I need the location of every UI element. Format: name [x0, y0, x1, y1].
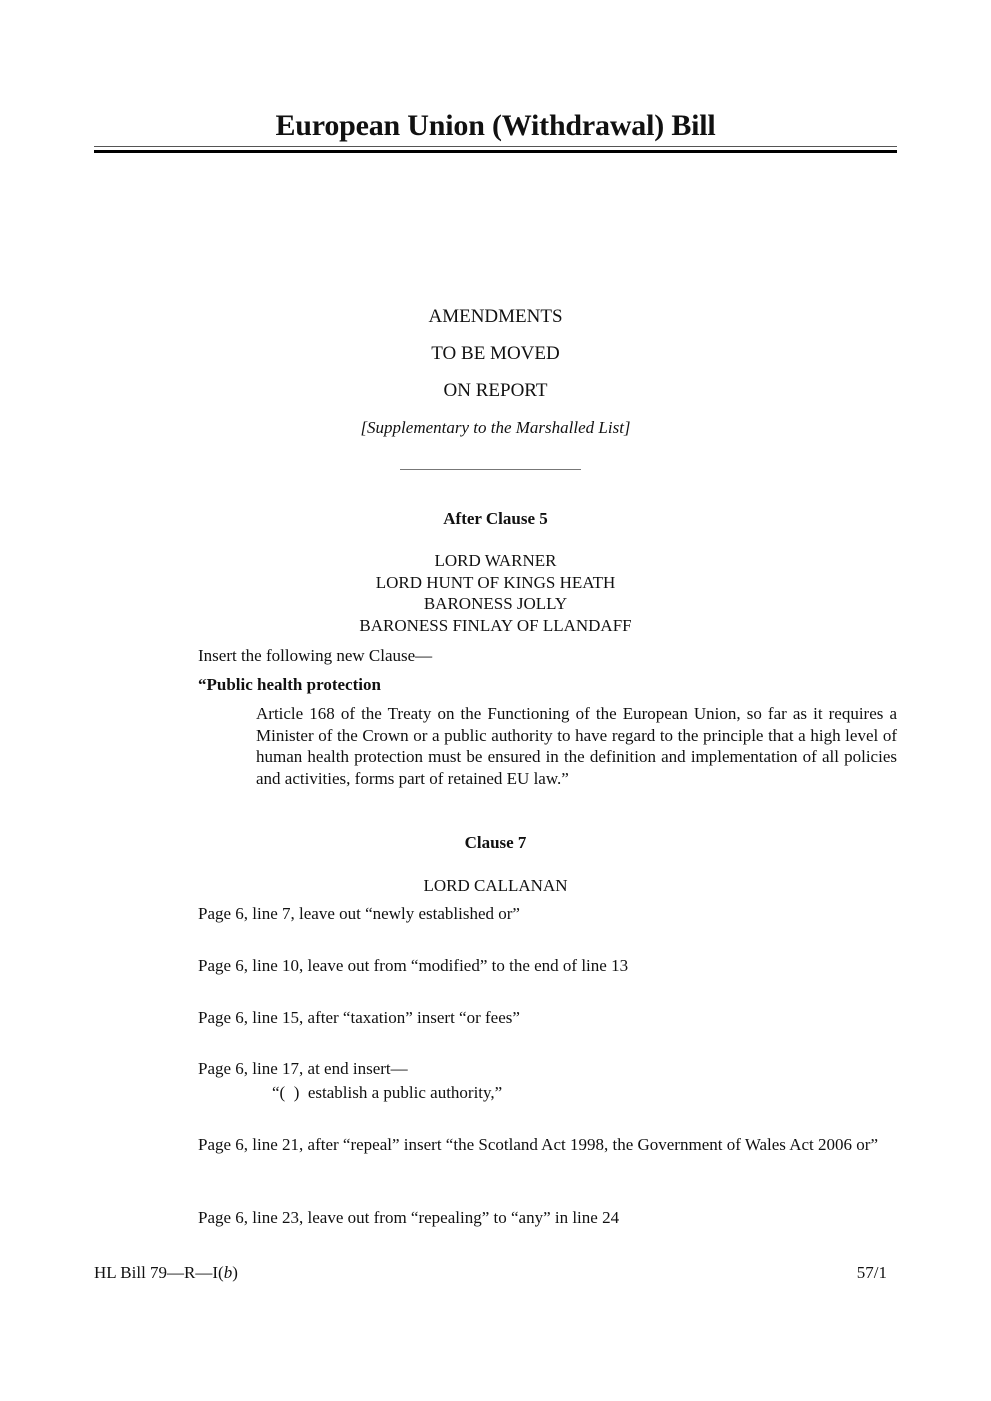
amendment-inserted-text: “( ) establish a public authority,” — [272, 1083, 503, 1102]
cover-line-to-be-moved: TO BE MOVED — [431, 343, 560, 364]
cover-subtitle: [Supplementary to the Marshalled List] — [360, 418, 631, 437]
sponsor-name: LORD HUNT OF KINGS HEATH — [375, 572, 616, 592]
sponsor-name: BARONESS FINLAY OF LLANDAFF — [359, 615, 632, 635]
title-rule-thick — [94, 150, 897, 153]
sponsor-name: LORD WARNER — [434, 551, 557, 570]
cover-line-amendments: AMENDMENTS — [428, 306, 563, 327]
sponsor-list — [94, 550, 897, 636]
section-heading-after-clause-5: After Clause 5 — [443, 509, 548, 528]
section-heading-clause-7: Clause 7 — [464, 833, 527, 852]
amendment-item: Page 6, line 23, leave out from “repealing” to “any” in line 24 — [198, 1208, 620, 1227]
sponsor-name: LORD CALLANAN — [423, 876, 568, 895]
amendment-instruction: Insert the following new Clause— — [198, 646, 433, 665]
section-separator — [400, 469, 581, 470]
bill-reference-suffix: ) — [232, 1263, 238, 1282]
document-title: European Union (Withdrawal) Bill — [275, 109, 716, 142]
bill-reference-prefix: HL Bill 79—R—I( — [94, 1263, 224, 1282]
amendment-item: Page 6, line 10, leave out from “modified” to the end of line 13 — [198, 956, 629, 975]
amendment-item: Page 6, line 7, leave out “newly established or” — [198, 904, 520, 923]
amendment-item: Page 6, line 21, after “repeal” insert “the Scotland Act 1998, the Government of Wales Act 2006 or” — [198, 1135, 878, 1154]
new-clause-text: Article 168 of the Treaty on the Functioning of the European Union, so far as it requires a Minister of the Crown or a public authority to have regard to the principle that a high level of human health protection must be ensured in the definition and implementation of all policies and activities, forms part of retained EU law.” — [256, 704, 897, 788]
bill-reference-italic: b — [223, 1263, 233, 1282]
bill-reference — [94, 1262, 238, 1284]
amendment-item: Page 6, line 15, after “taxation” insert “or fees” — [198, 1008, 520, 1027]
cover-line-on-report: ON REPORT — [443, 380, 548, 401]
amendment-item: Page 6, line 17, at end insert— — [198, 1059, 408, 1078]
page-reference: 57/1 — [856, 1263, 887, 1282]
sponsor-name: BARONESS JOLLY — [423, 594, 568, 613]
new-clause-title: “Public health protection — [198, 675, 381, 694]
title-rule-thin — [94, 146, 897, 147]
